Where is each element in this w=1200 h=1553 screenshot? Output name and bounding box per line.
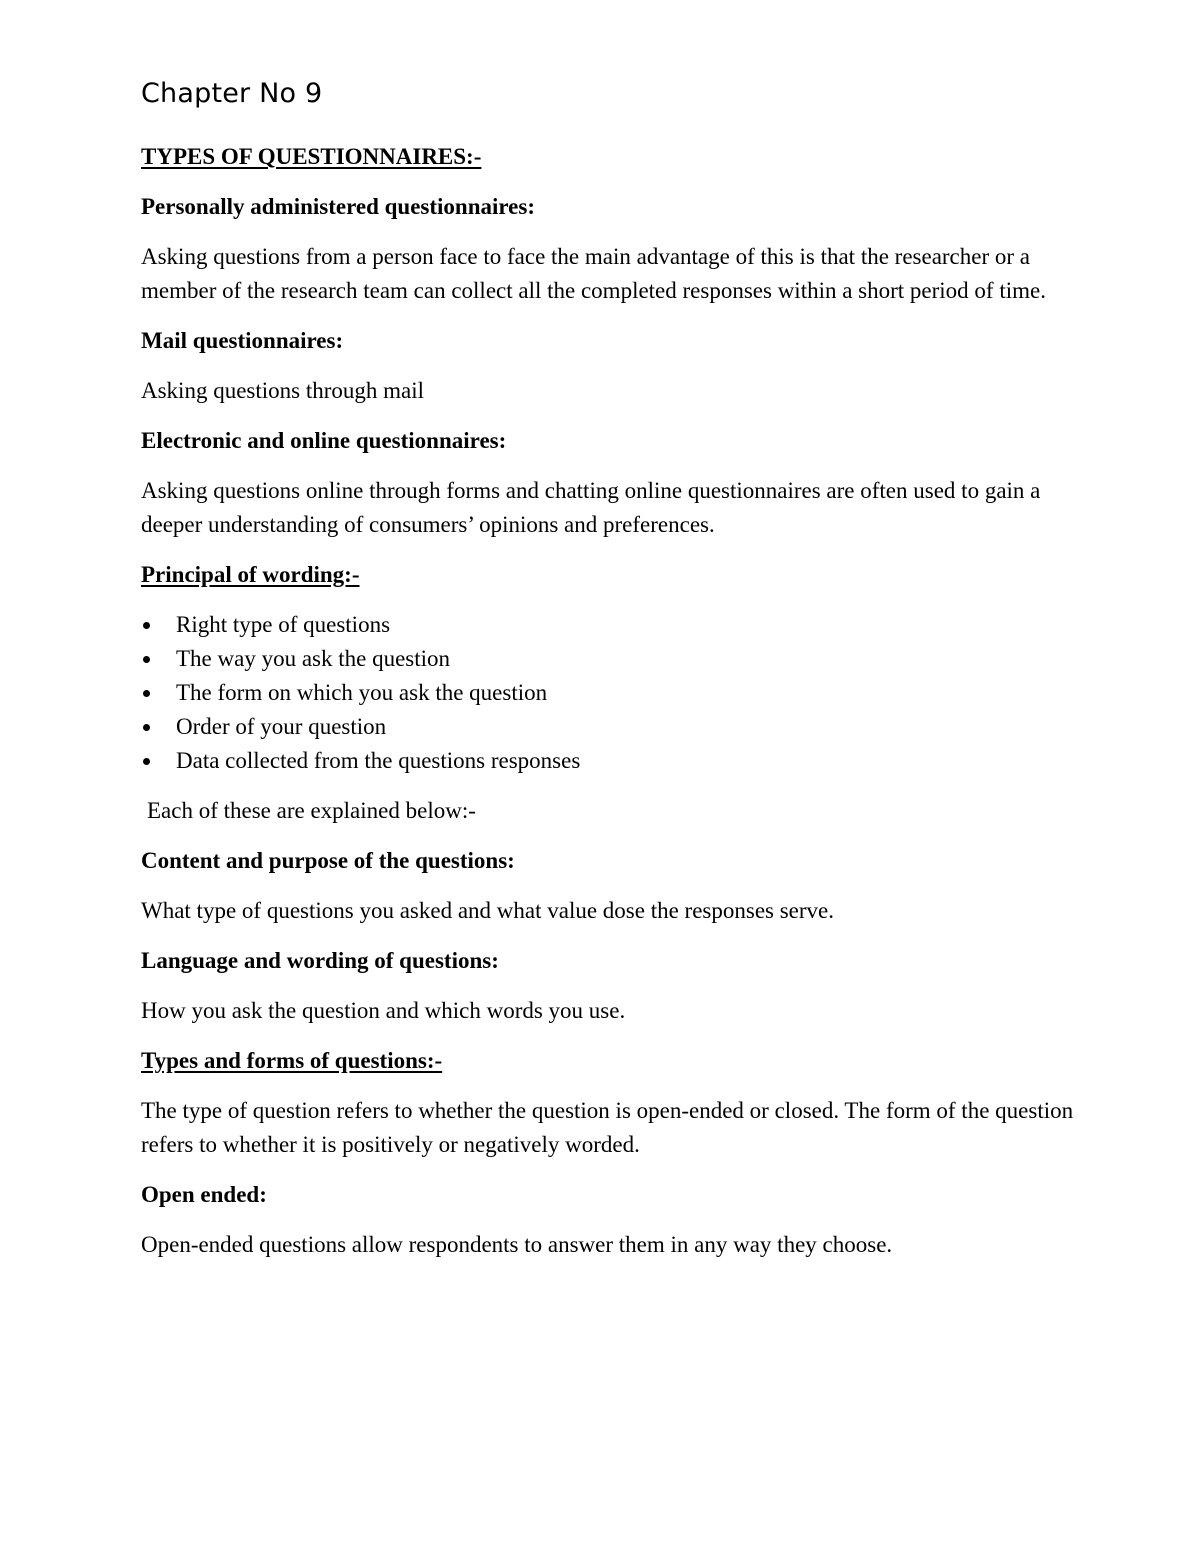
- bullet-icon: [143, 622, 150, 629]
- electronic-questionnaires-body: Asking questions online through forms and chatting online questionnaires are often used to gain a deeper understanding of consumers’ opinions and preferences.: [141, 478, 1041, 537]
- list-item-text: The way you ask the question: [176, 646, 451, 671]
- principal-of-wording-heading: Principal of wording:-: [141, 562, 360, 587]
- electronic-questionnaires-heading: Electronic and online questionnaires:: [141, 428, 507, 453]
- list-item-text: Data collected from the questions responses: [176, 748, 581, 773]
- open-ended-body: Open-ended questions allow respondents to answer them in any way they choose.: [141, 1232, 893, 1257]
- bullet-icon: [143, 656, 150, 663]
- wording-bullet-list: [141, 608, 1081, 778]
- list-item: [141, 642, 1081, 676]
- list-item-text: The form on which you ask the question: [176, 680, 548, 705]
- content-purpose-heading: Content and purpose of the questions:: [141, 848, 515, 873]
- mail-questionnaires-heading: Mail questionnaires:: [141, 328, 344, 353]
- list-item: [141, 608, 1081, 642]
- mail-questionnaires-body: Asking questions through mail: [141, 378, 425, 403]
- language-wording-body: How you ask the question and which words you use.: [141, 998, 626, 1023]
- bullet-icon: [143, 758, 150, 765]
- list-item-text: Order of your question: [176, 714, 387, 739]
- list-item: [141, 710, 1081, 744]
- list-item-text: Right type of questions: [176, 612, 391, 637]
- chapter-title: Chapter No 9: [141, 78, 323, 109]
- explained-below-line: Each of these are explained below:-: [147, 798, 476, 823]
- personally-administered-body: Asking questions from a person face to face the main advantage of this is that the researcher or a member of the research team can collect all the completed responses within a short period of time.: [141, 244, 1046, 303]
- types-of-questionnaires-heading: TYPES OF QUESTIONNAIRES:-: [141, 144, 482, 169]
- language-wording-heading: Language and wording of questions:: [141, 948, 499, 973]
- document-content: [141, 74, 1081, 1278]
- list-item: [141, 676, 1081, 710]
- personally-administered-heading: Personally administered questionnaires:: [141, 194, 535, 219]
- content-purpose-body: What type of questions you asked and what value dose the responses serve.: [141, 898, 835, 923]
- bullet-icon: [143, 724, 150, 731]
- types-forms-heading: Types and forms of questions:-: [141, 1048, 443, 1073]
- open-ended-heading: Open ended:: [141, 1182, 267, 1207]
- types-forms-body: The type of question refers to whether the question is open-ended or closed. The form of the question refers to whether it is positively or negatively worded.: [141, 1098, 1074, 1157]
- bullet-icon: [143, 690, 150, 697]
- list-item: [141, 744, 1081, 778]
